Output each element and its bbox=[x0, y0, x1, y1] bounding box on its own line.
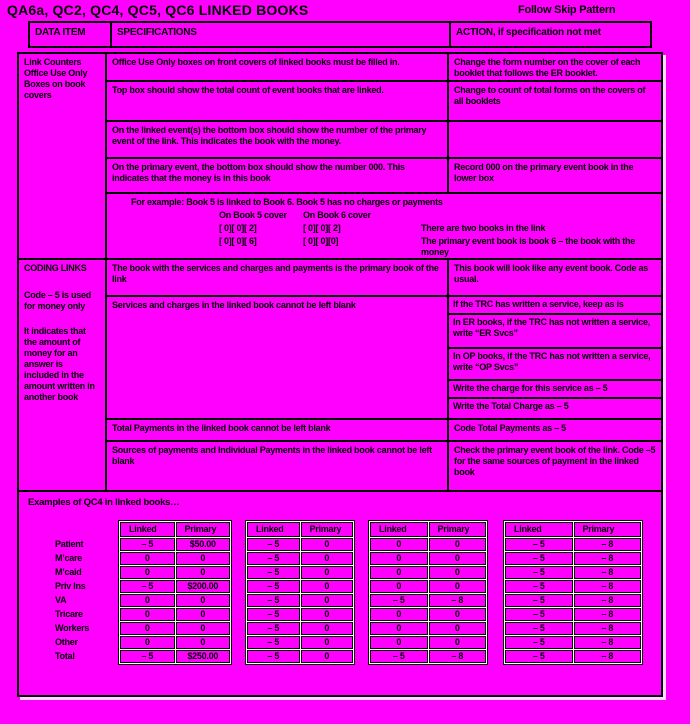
example-cell: – 5 bbox=[247, 566, 300, 579]
example-row-label: Total bbox=[55, 651, 75, 661]
example-boxes: [ 0][ 0][ 6] bbox=[219, 236, 257, 246]
data-item-coding-links bbox=[19, 260, 107, 492]
example-cell: 0 bbox=[370, 580, 428, 593]
example-cell: – 8 bbox=[574, 552, 642, 565]
example-cell: – 8 bbox=[574, 594, 642, 607]
example-note: There are two books in the link bbox=[421, 223, 546, 233]
example-col-header: Linked bbox=[505, 522, 573, 537]
example-cell: – 5 bbox=[505, 552, 573, 565]
example-cell: 0 bbox=[120, 608, 175, 621]
example-cell: – 8 bbox=[429, 650, 487, 663]
example-cell: 0 bbox=[301, 608, 354, 621]
action-cell: Change to count of total forms on the covers of all booklets bbox=[449, 82, 661, 122]
example-row-label: M’care bbox=[55, 553, 83, 563]
example-cell: 0 bbox=[429, 552, 487, 565]
example-table-2 bbox=[245, 520, 355, 665]
example-cell: – 5 bbox=[247, 636, 300, 649]
example-cell: – 5 bbox=[247, 622, 300, 635]
example-cell: – 5 bbox=[247, 608, 300, 621]
example-cell: 0 bbox=[176, 594, 231, 607]
example-cell: – 5 bbox=[505, 566, 573, 579]
action-cell: Check the primary event book of the link. Code –5 for the same sources of payment in the linked book bbox=[449, 442, 661, 492]
example-cell: 0 bbox=[429, 538, 487, 551]
example-cell: 0 bbox=[176, 636, 231, 649]
example-cell: 0 bbox=[120, 594, 175, 607]
spec-cell: Total Payments in the linked book cannot be left blank bbox=[107, 420, 449, 442]
example-cell: 0 bbox=[176, 608, 231, 621]
coding-links-note2: It indicates that the amount of money for an answer is included in the amount written in another book bbox=[24, 326, 95, 402]
spec-cell: Services and charges in the linked book cannot be left blank bbox=[107, 297, 449, 420]
column-header-row bbox=[28, 21, 652, 48]
example-cell: 0 bbox=[429, 580, 487, 593]
action-subrow: Write the Total Charge as – 5 bbox=[453, 401, 569, 411]
spec-cell: On the primary event, the bottom box should show the number 000. This indicates that the money is in this book bbox=[107, 159, 449, 194]
example-cell: – 5 bbox=[247, 650, 300, 663]
example-col-header: Primary bbox=[574, 522, 642, 537]
example-cell: – 5 bbox=[505, 580, 573, 593]
example-cell: 0 bbox=[429, 566, 487, 579]
example-cell: – 5 bbox=[247, 594, 300, 607]
example-table-3 bbox=[368, 520, 488, 665]
coding-links-title: CODING LINKS bbox=[24, 263, 87, 273]
example-cell: 0 bbox=[120, 552, 175, 565]
example-cell: $200.00 bbox=[176, 580, 231, 593]
example-row-label: Workers bbox=[55, 623, 90, 633]
example-col-header: Primary bbox=[429, 522, 487, 537]
data-item-link-counters bbox=[19, 54, 107, 260]
skip-pattern-note: Follow Skip Pattern bbox=[518, 4, 616, 16]
example-cell: 0 bbox=[370, 552, 428, 565]
example-cell: – 5 bbox=[120, 580, 175, 593]
book-link-example bbox=[107, 194, 661, 260]
example-col-header: Linked bbox=[247, 522, 300, 537]
example-cell: – 8 bbox=[574, 608, 642, 621]
spec-cell: Office Use Only boxes on front covers of linked books must be filled in. bbox=[107, 54, 449, 82]
example-cell: – 8 bbox=[574, 636, 642, 649]
example-cell: 0 bbox=[176, 566, 231, 579]
spec-cell: The book with the services and charges and payments is the primary book of the link bbox=[107, 260, 449, 297]
example-cell: – 5 bbox=[120, 650, 175, 663]
example-cell: 0 bbox=[370, 608, 428, 621]
example-note: The primary event book is book 6 – the book with the money bbox=[421, 236, 636, 257]
example-cell: – 5 bbox=[505, 650, 573, 663]
action-subrow: Write the charge for this service as – 5 bbox=[449, 381, 661, 399]
example-col-b-title: On Book 6 cover bbox=[303, 210, 371, 220]
action-subrow: If the TRC has written a service, keep as is bbox=[449, 297, 661, 315]
example-cell: $250.00 bbox=[176, 650, 231, 663]
example-cell: 0 bbox=[120, 622, 175, 635]
example-cell: 0 bbox=[301, 650, 354, 663]
main-table bbox=[17, 52, 663, 697]
action-cell: Change the form number on the cover of each booklet that follows the ER booklet. bbox=[449, 54, 661, 82]
example-cell: – 8 bbox=[574, 622, 642, 635]
example-cell: 0 bbox=[301, 580, 354, 593]
example-cell: – 5 bbox=[505, 594, 573, 607]
example-cell: – 5 bbox=[505, 538, 573, 551]
spec-cell: Top box should show the total count of event books that are linked. bbox=[107, 82, 449, 122]
example-cell: – 5 bbox=[505, 608, 573, 621]
example-cell: $50.00 bbox=[176, 538, 231, 551]
example-cell: 0 bbox=[301, 552, 354, 565]
example-col-header: Linked bbox=[370, 522, 428, 537]
examples-title: Examples of QC4 in linked books… bbox=[28, 497, 180, 508]
example-col-a-title: On Book 5 cover bbox=[219, 210, 287, 220]
example-cell: 0 bbox=[370, 636, 428, 649]
example-cell: 0 bbox=[176, 622, 231, 635]
action-subrow: In OP books, if the TRC has not written a service, write “OP Svcs” bbox=[449, 349, 661, 381]
header-specifications: SPECIFICATIONS bbox=[112, 23, 451, 46]
example-row-label: Other bbox=[55, 637, 78, 647]
example-cell: 0 bbox=[120, 636, 175, 649]
examples-area bbox=[19, 492, 661, 695]
example-col-header: Primary bbox=[176, 522, 231, 537]
example-cell: – 8 bbox=[429, 594, 487, 607]
example-cell: – 5 bbox=[505, 636, 573, 649]
example-row-label: Priv Ins bbox=[55, 581, 86, 591]
coding-links-note1: Code – 5 is used for money only bbox=[24, 290, 92, 311]
example-cell: – 5 bbox=[370, 650, 428, 663]
page-title: QA6a, QC2, QC4, QC5, QC6 LINKED BOOKS bbox=[7, 2, 309, 18]
example-row-label: M’caid bbox=[55, 567, 82, 577]
example-cell: – 8 bbox=[574, 580, 642, 593]
example-row-label: VA bbox=[55, 595, 67, 605]
example-cell: 0 bbox=[120, 566, 175, 579]
example-cell: 0 bbox=[370, 622, 428, 635]
spec-cell: Sources of payments and Individual Payments in the linked book cannot be left blank bbox=[107, 442, 449, 492]
example-cell: – 5 bbox=[247, 580, 300, 593]
example-cell: 0 bbox=[301, 636, 354, 649]
example-cell: 0 bbox=[429, 608, 487, 621]
example-cell: – 8 bbox=[574, 566, 642, 579]
example-table-1 bbox=[118, 520, 232, 665]
header-action: ACTION, if specification not met bbox=[456, 27, 601, 38]
example-boxes: [ 0][ 0][ 2] bbox=[303, 223, 341, 233]
example-cell: 0 bbox=[370, 538, 428, 551]
example-cell: 0 bbox=[429, 622, 487, 635]
example-cell: – 5 bbox=[505, 622, 573, 635]
example-col-header: Primary bbox=[301, 522, 354, 537]
example-cell: 0 bbox=[176, 552, 231, 565]
example-cell: – 5 bbox=[120, 538, 175, 551]
example-cell: 0 bbox=[429, 636, 487, 649]
header-data-item: DATA ITEM bbox=[30, 23, 112, 46]
example-cell: – 8 bbox=[574, 538, 642, 551]
example-intro: For example: Book 5 is linked to Book 6. Book 5 has no charges or payments bbox=[131, 197, 443, 207]
example-cell: – 5 bbox=[247, 552, 300, 565]
example-col-header: Linked bbox=[120, 522, 175, 537]
spec-cell: On the linked event(s) the bottom box should show the number of the primary event of the link. This indicates the book with the money. bbox=[107, 122, 449, 159]
action-cell: Code Total Payments as – 5 bbox=[449, 420, 661, 442]
example-cell: – 8 bbox=[574, 650, 642, 663]
example-cell: 0 bbox=[301, 594, 354, 607]
example-cell: 0 bbox=[301, 566, 354, 579]
example-cell: – 5 bbox=[247, 538, 300, 551]
example-cell: 0 bbox=[301, 622, 354, 635]
example-row-label: Tricare bbox=[55, 609, 83, 619]
example-boxes: [ 0][ 0][0] bbox=[303, 236, 339, 246]
action-cell-empty bbox=[449, 122, 661, 159]
action-cell: This book will look like any event book. Code as usual. bbox=[449, 260, 661, 297]
data-item-text: Link Counters Office Use Only Boxes on book covers bbox=[24, 57, 88, 100]
example-row-label: Patient bbox=[55, 539, 84, 549]
example-cell: – 5 bbox=[370, 594, 428, 607]
action-subrow: In ER books, if the TRC has not written a service, write “ER Svcs” bbox=[449, 315, 661, 349]
example-boxes: [ 0][ 0][ 2] bbox=[219, 223, 257, 233]
example-cell: 0 bbox=[370, 566, 428, 579]
example-table-4 bbox=[503, 520, 643, 665]
action-cell-group bbox=[449, 297, 661, 420]
example-cell: 0 bbox=[301, 538, 354, 551]
action-cell: Record 000 on the primary event book in the lower box bbox=[449, 159, 661, 194]
